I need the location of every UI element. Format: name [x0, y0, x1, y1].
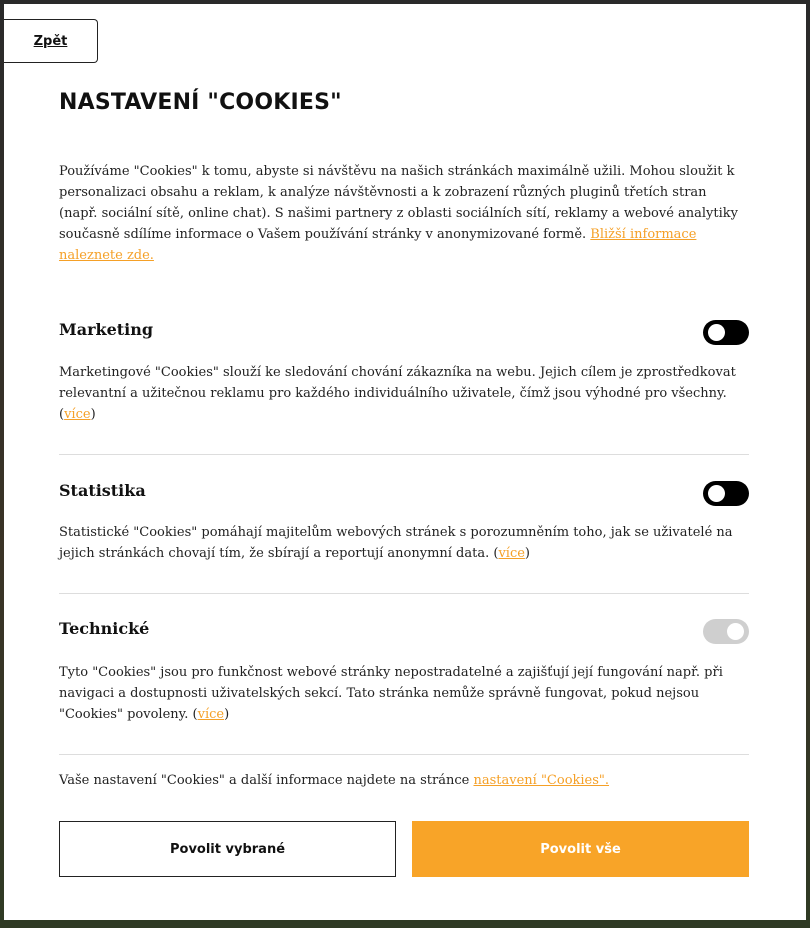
marketing-toggle[interactable]: [703, 320, 749, 345]
cookie-settings-link[interactable]: nastavení "Cookies".: [473, 773, 610, 788]
section-statistics-title: Statistika: [59, 481, 146, 500]
section-technical: [59, 619, 749, 729]
toggle-knob: [708, 485, 725, 502]
marketing-more-link[interactable]: více: [64, 407, 91, 422]
toggle-knob: [708, 324, 725, 341]
footer-note-text: Vaše nastavení "Cookies" a další informace najdete na stránce: [59, 773, 474, 788]
technical-toggle: [703, 619, 749, 644]
intro-text: [59, 161, 749, 266]
section-statistics-paren: ): [524, 546, 530, 561]
footer-note: [59, 770, 609, 791]
section-technical-body: Tyto "Cookies" jsou pro funkčnost webové stránky nepostradatelné a zajišťují její fungování např. při navigaci a dostupnosti uživatelských sekcí. Tato stránka nemůže správně fungovat, pokud nejsou "Cookies" povoleny. (: [59, 665, 723, 722]
section-marketing: [59, 320, 749, 430]
divider: [59, 754, 749, 755]
section-marketing-title: Marketing: [59, 320, 154, 339]
statistics-more-link[interactable]: více: [498, 546, 525, 561]
cookie-settings-dialog: [4, 4, 806, 920]
intro-body: Používáme "Cookies" k tomu, abyste si návštěvu na našich stránkách maximálně užili. Mohou sloužit k personalizaci obsahu a reklam, k analýze návštěvnosti a k zobrazení různých pluginů třetích stran (např. sociální sítě, online chat). S našimi partnery z oblasti sociálních sítí, reklamy a webové analytiky současně sdílíme informace o Vašem používání stránky v anonymizované formě.: [59, 164, 738, 242]
back-button[interactable]: Zpět: [4, 19, 98, 63]
section-technical-title: Technické: [59, 619, 150, 638]
divider: [59, 454, 749, 455]
allow-selected-button[interactable]: Povolit vybrané: [59, 821, 396, 877]
section-statistics-body: Statistické "Cookies" pomáhají majitelům webových stránek s porozumněním toho, jak se uživatelé na jejich stránkách chovají tím, že sbírají a reportují anonymní data. (: [59, 525, 733, 561]
section-statistics-text: [59, 522, 749, 564]
more-info-link[interactable]: Bližší informace naleznete zde.: [59, 227, 697, 263]
section-marketing-text: [59, 362, 749, 425]
section-marketing-body: Marketingové "Cookies" slouží ke sledování chování zákazníka na webu. Jejich cílem je zprostředkovat relevantní a užitečnou reklamu pro každého individuálního uživatele, čímž jsou výhodné pro všechny. (: [59, 365, 736, 422]
dialog-title: NASTAVENÍ "COOKIES": [59, 90, 342, 115]
allow-all-button[interactable]: Povolit vše: [412, 821, 749, 877]
section-marketing-paren: ): [90, 407, 96, 422]
section-technical-paren: ): [224, 707, 230, 722]
section-statistics: [59, 481, 749, 571]
section-technical-text: [59, 662, 749, 725]
divider: [59, 593, 749, 594]
toggle-knob: [727, 623, 744, 640]
technical-more-link[interactable]: více: [197, 707, 225, 722]
statistics-toggle[interactable]: [703, 481, 749, 506]
